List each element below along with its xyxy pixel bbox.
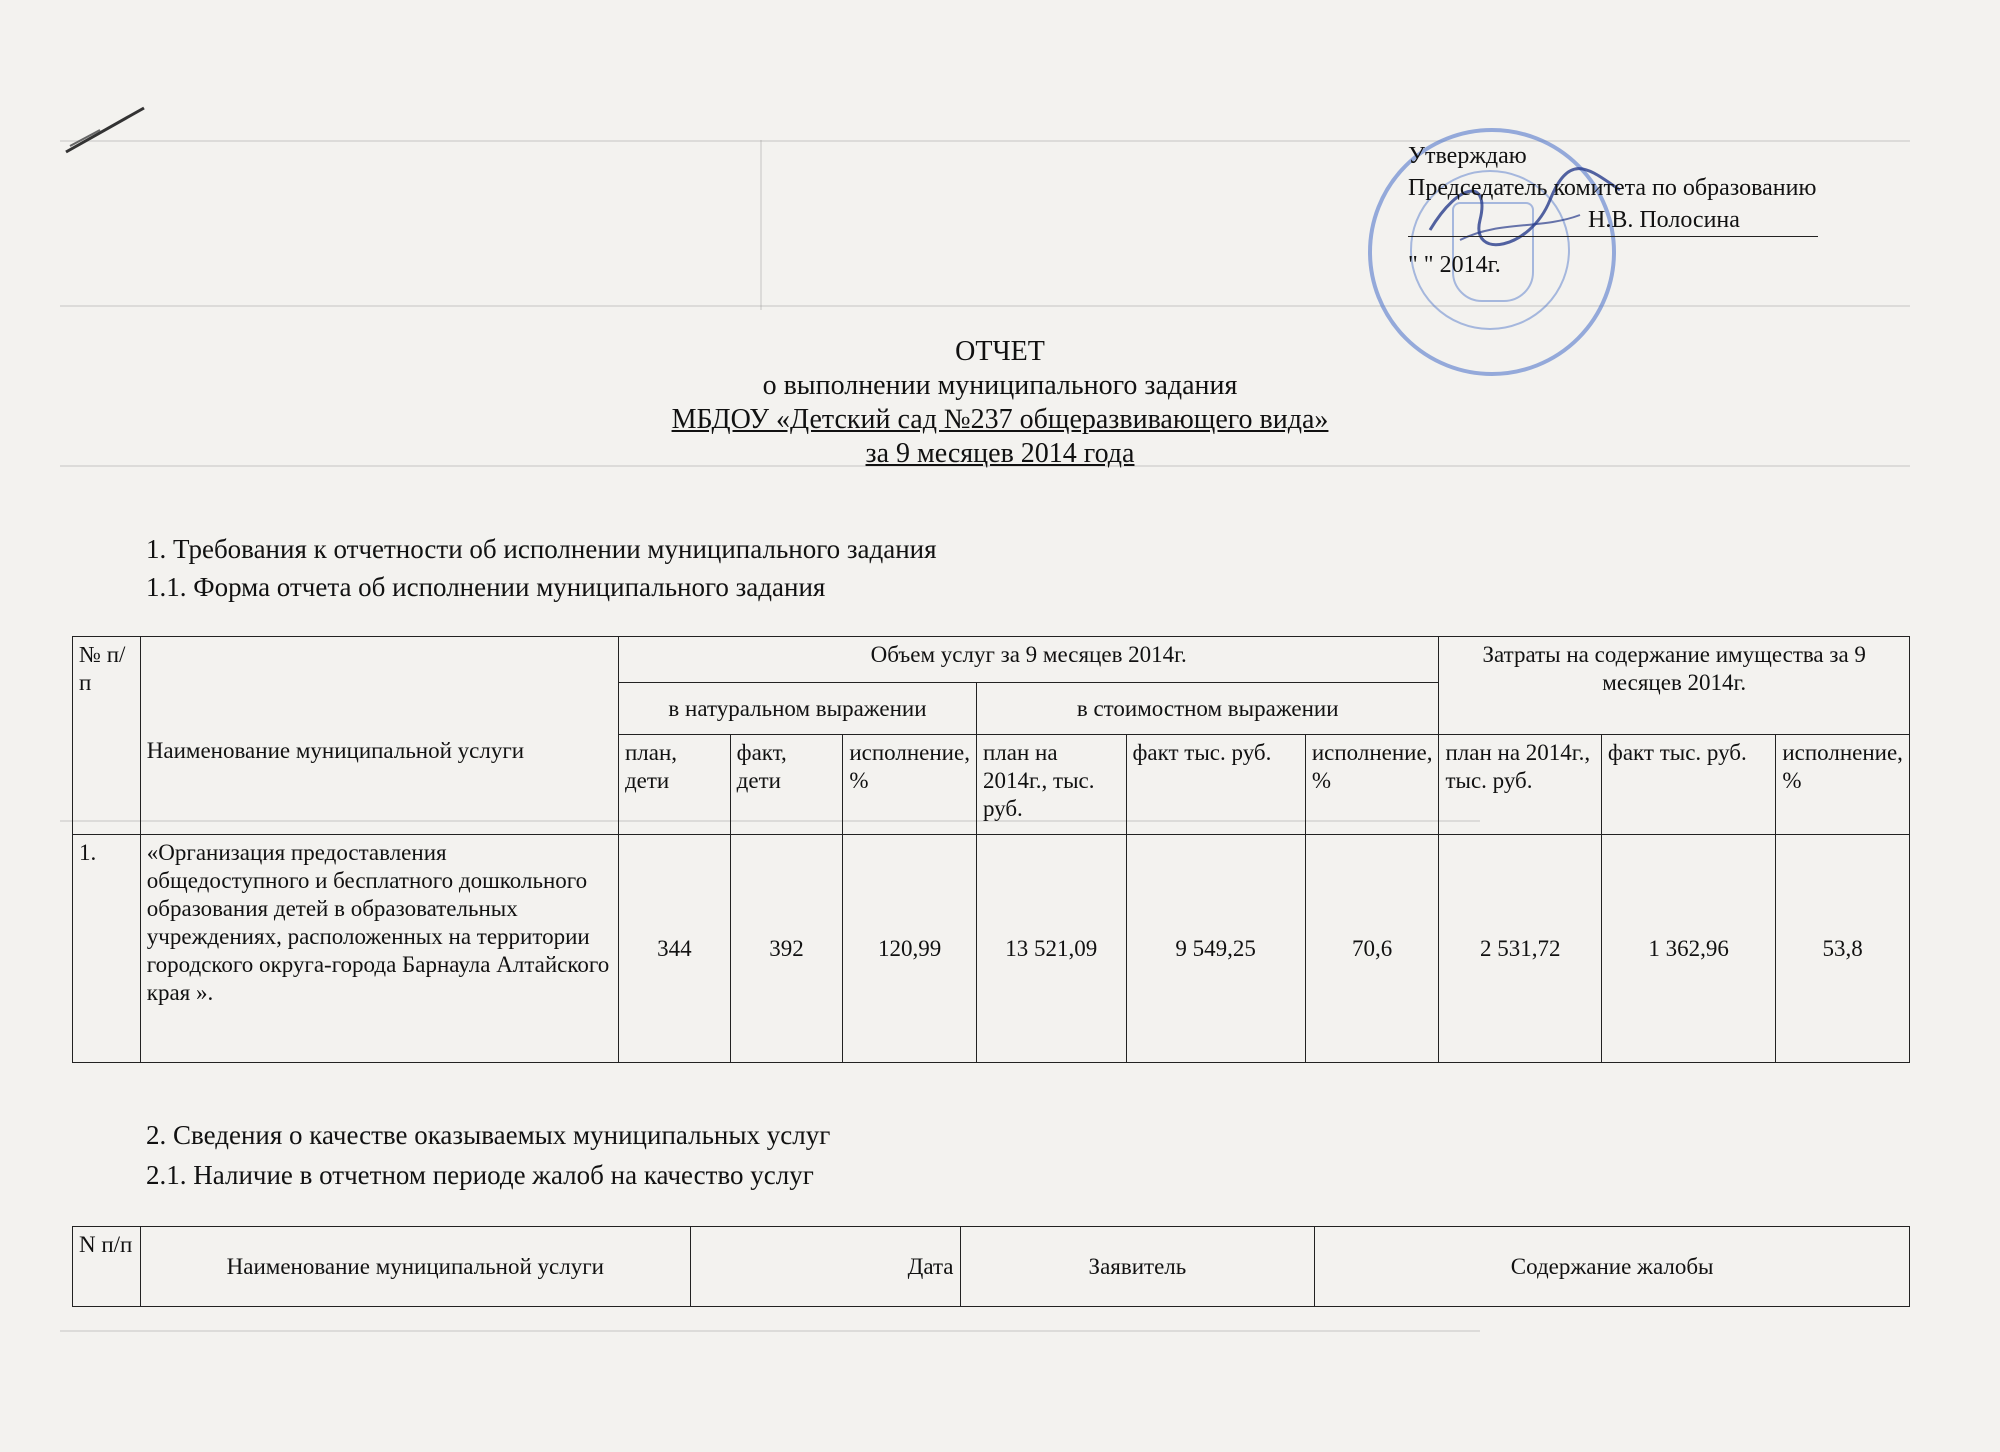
section-1: [146, 530, 937, 606]
report-table: [72, 636, 1910, 1063]
section-2-heading: 2. Сведения о качестве оказываемых муниципальных услуг: [146, 1120, 831, 1150]
header-plan-children: план, дети: [618, 735, 730, 835]
header-natural: в натуральном выражении: [618, 683, 976, 735]
header-fact-children: факт, дети: [730, 735, 843, 835]
bleed-through-line: [60, 305, 1910, 307]
row-exec-costs: 53,8: [1776, 835, 1910, 1063]
bleed-through-line: [60, 1330, 1480, 1332]
section-1-subheading: 1.1. Форма отчета об исполнении муниципального задания: [146, 572, 826, 602]
title-line-1: ОТЧЕТ: [955, 336, 1045, 367]
header-content: Содержание жалобы: [1315, 1227, 1910, 1307]
title-line-3: МБДОУ «Детский сад №237 общеразвивающего вида»: [671, 404, 1329, 435]
header-service: Наименование муниципальной услуги: [140, 1227, 690, 1307]
header-applicant: Заявитель: [960, 1227, 1315, 1307]
header-fact-value: факт тыс. руб.: [1126, 735, 1305, 835]
pen-mark-icon: [60, 100, 150, 160]
row-fact-costs: 1 362,96: [1601, 835, 1775, 1063]
header-num: № п/п: [73, 637, 141, 835]
table-row: [73, 835, 1910, 1063]
header-exec-value: исполнение, %: [1305, 735, 1439, 835]
header-value: в стоимостном выражении: [976, 683, 1439, 735]
section-2-subheading: 2.1. Наличие в отчетном периоде жалоб на качество услуг: [146, 1160, 814, 1190]
approval-block: [1408, 140, 1818, 281]
row-exec-value: 70,6: [1305, 835, 1439, 1063]
section-2: [146, 1115, 830, 1195]
report-title: [0, 335, 2000, 471]
header-fact-costs: факт тыс. руб.: [1601, 735, 1775, 835]
header-volume: Объем услуг за 9 месяцев 2014г.: [618, 637, 1438, 683]
approval-position: Председатель комитета по образованию: [1408, 175, 1817, 201]
approval-title: Утверждаю: [1408, 143, 1527, 169]
row-fact-value: 9 549,25: [1126, 835, 1305, 1063]
bleed-through-line: [760, 140, 762, 310]
row-plan-children: 344: [618, 835, 730, 1063]
row-num: 1.: [73, 835, 141, 1063]
section-1-heading: 1. Требования к отчетности об исполнении муниципального задания: [146, 534, 937, 564]
header-date: Дата: [690, 1227, 960, 1307]
header-num: N п/п: [73, 1227, 141, 1307]
header-plan-value: план на 2014г., тыс. руб.: [976, 735, 1126, 835]
row-plan-value: 13 521,09: [976, 835, 1126, 1063]
header-exec-costs: исполнение, %: [1776, 735, 1910, 835]
row-exec-children: 120,99: [843, 835, 977, 1063]
row-plan-costs: 2 531,72: [1439, 835, 1601, 1063]
approval-date: " " 2014г.: [1408, 252, 1501, 278]
approval-signer: Н.В. Полосина: [1408, 204, 1818, 237]
header-plan-costs: план на 2014г., тыс. руб.: [1439, 735, 1601, 835]
header-costs: Затраты на содержание имущества за 9 месяцев 2014г.: [1439, 637, 1910, 735]
row-service: «Организация предоставления общедоступного и бесплатного дошкольного образования детей в образовательных учреждениях, расположенных на территории городского округа-города Барнаула Алтайского края ».: [140, 835, 618, 1063]
header-service: Наименование муниципальной услуги: [140, 637, 618, 835]
title-line-2: о выполнении муниципального задания: [762, 370, 1238, 401]
header-exec-children: исполнение, %: [843, 735, 977, 835]
row-fact-children: 392: [730, 835, 843, 1063]
complaints-table: [72, 1226, 1910, 1307]
title-line-4: за 9 месяцев 2014 года: [865, 438, 1135, 469]
